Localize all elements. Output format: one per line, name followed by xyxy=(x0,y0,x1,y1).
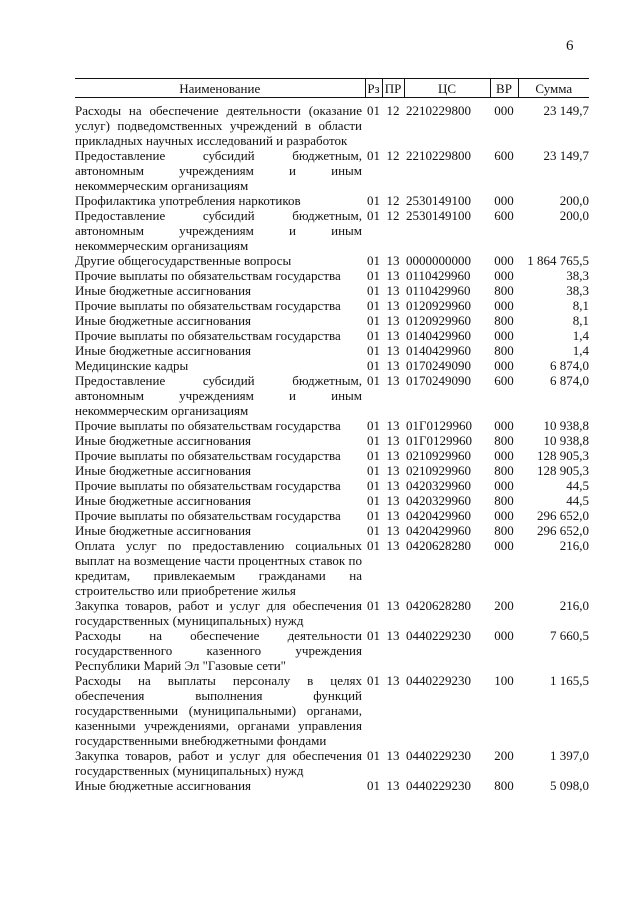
cell-pr: 13 xyxy=(386,298,400,313)
cell-cs: 2210229800 xyxy=(406,148,471,163)
table-row xyxy=(75,313,589,328)
cell-rz: 01 xyxy=(367,358,380,373)
table-row xyxy=(75,748,589,778)
cell-rz: 01 xyxy=(367,103,380,118)
cell-vr: 000 xyxy=(494,358,514,373)
table-body xyxy=(75,98,589,794)
cell-vr: 000 xyxy=(494,103,514,118)
cell-vr: 800 xyxy=(494,433,514,448)
table-row xyxy=(75,298,589,313)
cell-sum: 1 165,5 xyxy=(550,673,589,688)
table-row xyxy=(75,673,589,748)
cell-name: Другие общегосударственные вопросы xyxy=(75,253,292,268)
cell-cs: 0440229230 xyxy=(406,628,471,643)
table-row xyxy=(75,493,589,508)
cell-cs: 0140429960 xyxy=(406,328,471,343)
cell-sum: 38,3 xyxy=(566,268,589,283)
cell-vr: 100 xyxy=(494,673,514,688)
cell-pr: 13 xyxy=(386,598,400,613)
cell-cs: 0440229230 xyxy=(406,748,471,763)
cell-rz: 01 xyxy=(367,193,380,208)
cell-sum: 6 874,0 xyxy=(550,358,589,373)
cell-rz: 01 xyxy=(367,463,380,478)
cell-cs: 0420628280 xyxy=(406,538,471,553)
table-row xyxy=(75,508,589,523)
cell-name: Предоставление субсидий бюджетным, автономным учреждениям и иным некоммерческим организациям xyxy=(75,208,362,253)
cell-cs: 0420628280 xyxy=(406,598,471,613)
cell-rz: 01 xyxy=(367,523,380,538)
cell-pr: 13 xyxy=(386,343,400,358)
cell-vr: 200 xyxy=(494,598,514,613)
cell-sum: 8,1 xyxy=(572,298,589,313)
cell-pr: 13 xyxy=(386,358,400,373)
cell-cs: 01Г0129960 xyxy=(406,418,473,433)
header-vr: ВР xyxy=(490,79,518,98)
cell-pr: 12 xyxy=(386,103,400,118)
cell-rz: 01 xyxy=(367,208,380,223)
cell-pr: 13 xyxy=(386,448,400,463)
cell-sum: 23 149,7 xyxy=(543,148,589,163)
cell-rz: 01 xyxy=(367,148,380,163)
cell-name: Прочие выплаты по обязательствам государства xyxy=(75,478,341,493)
cell-vr: 800 xyxy=(494,283,514,298)
cell-name: Иные бюджетные ассигнования xyxy=(75,343,252,358)
cell-sum: 128 905,3 xyxy=(537,463,589,478)
cell-pr: 13 xyxy=(386,493,400,508)
cell-cs: 2210229800 xyxy=(406,103,471,118)
cell-sum: 296 652,0 xyxy=(537,508,589,523)
cell-cs: 0210929960 xyxy=(406,463,471,478)
cell-rz: 01 xyxy=(367,598,380,613)
header-name: Наименование xyxy=(75,79,365,98)
cell-rz: 01 xyxy=(367,328,380,343)
cell-vr: 800 xyxy=(494,343,514,358)
table-row xyxy=(75,268,589,283)
cell-rz: 01 xyxy=(367,493,380,508)
table-row xyxy=(75,778,589,793)
table-row xyxy=(75,358,589,373)
cell-pr: 13 xyxy=(386,508,400,523)
table-row xyxy=(75,373,589,418)
cell-sum: 7 660,5 xyxy=(550,628,589,643)
cell-cs: 2530149100 xyxy=(406,193,471,208)
cell-pr: 13 xyxy=(386,478,400,493)
table-row xyxy=(75,523,589,538)
cell-pr: 13 xyxy=(386,328,400,343)
cell-cs: 0120929960 xyxy=(406,298,471,313)
cell-pr: 13 xyxy=(386,628,400,643)
cell-sum: 1 864 765,5 xyxy=(527,253,589,268)
cell-rz: 01 xyxy=(367,268,380,283)
cell-pr: 13 xyxy=(386,433,400,448)
cell-sum: 38,3 xyxy=(566,283,589,298)
cell-pr: 13 xyxy=(386,673,400,688)
cell-sum: 1,4 xyxy=(572,328,589,343)
cell-name: Иные бюджетные ассигнования xyxy=(75,313,252,328)
cell-pr: 12 xyxy=(386,148,400,163)
table-row xyxy=(75,628,589,673)
cell-name: Расходы на обеспечение деятельности государственного казенного учреждения Республики Марий Эл "Газовые сети" xyxy=(75,628,362,673)
cell-cs: 0110429960 xyxy=(406,268,471,283)
cell-rz: 01 xyxy=(367,448,380,463)
cell-sum: 216,0 xyxy=(559,538,589,553)
cell-sum: 296 652,0 xyxy=(537,523,589,538)
cell-name: Закупка товаров, работ и услуг для обеспечения государственных (муниципальных) нужд xyxy=(75,748,362,778)
cell-rz: 01 xyxy=(367,478,380,493)
cell-sum: 44,5 xyxy=(566,493,589,508)
cell-pr: 13 xyxy=(386,523,400,538)
cell-rz: 01 xyxy=(367,673,380,688)
cell-pr: 13 xyxy=(386,778,400,793)
table-row xyxy=(75,193,589,208)
cell-name: Оплата услуг по предоставлению социальных выплат на возмещение части процентных ставок по кредитам, привлекаемым гражданами на строительство или приобретение жилья xyxy=(75,538,362,598)
cell-sum: 23 149,7 xyxy=(543,103,589,118)
cell-pr: 13 xyxy=(386,268,400,283)
cell-sum: 8,1 xyxy=(572,313,589,328)
table-row xyxy=(75,343,589,358)
cell-pr: 13 xyxy=(386,253,400,268)
cell-rz: 01 xyxy=(367,748,380,763)
cell-vr: 800 xyxy=(494,463,514,478)
cell-name: Закупка товаров, работ и услуг для обеспечения государственных (муниципальных) нужд xyxy=(75,598,362,628)
cell-rz: 01 xyxy=(367,283,380,298)
cell-vr: 000 xyxy=(494,628,514,643)
cell-vr: 600 xyxy=(494,148,514,163)
cell-pr: 13 xyxy=(386,283,400,298)
cell-vr: 200 xyxy=(494,748,514,763)
cell-rz: 01 xyxy=(367,343,380,358)
cell-cs: 0110429960 xyxy=(406,283,471,298)
cell-name: Прочие выплаты по обязательствам государства xyxy=(75,418,341,433)
cell-vr: 000 xyxy=(494,193,514,208)
cell-name: Предоставление субсидий бюджетным, автономным учреждениям и иным некоммерческим организациям xyxy=(75,148,362,193)
cell-name: Иные бюджетные ассигнования xyxy=(75,778,252,793)
cell-cs: 0420329960 xyxy=(406,478,471,493)
cell-name: Расходы на обеспечение деятельности (оказание услуг) подведомственных учреждений в области прикладных научных исследований и разработок xyxy=(75,103,362,148)
cell-vr: 000 xyxy=(494,448,514,463)
cell-pr: 12 xyxy=(386,193,400,208)
cell-cs: 0210929960 xyxy=(406,448,471,463)
cell-vr: 000 xyxy=(494,538,514,553)
cell-pr: 13 xyxy=(386,313,400,328)
cell-vr: 800 xyxy=(494,493,514,508)
cell-vr: 000 xyxy=(494,418,514,433)
header-sum: Сумма xyxy=(518,79,589,98)
cell-cs: 2530149100 xyxy=(406,208,471,223)
cell-vr: 000 xyxy=(494,268,514,283)
table-row xyxy=(75,283,589,298)
cell-cs: 0170249090 xyxy=(406,373,471,388)
cell-sum: 1 397,0 xyxy=(550,748,589,763)
cell-rz: 01 xyxy=(367,508,380,523)
cell-vr: 000 xyxy=(494,253,514,268)
budget-table xyxy=(75,78,589,793)
cell-sum: 1,4 xyxy=(572,343,589,358)
header-rz: Рз xyxy=(365,79,382,98)
table-row xyxy=(75,253,589,268)
cell-vr: 600 xyxy=(494,208,514,223)
table-header-row xyxy=(75,79,589,98)
cell-pr: 13 xyxy=(386,463,400,478)
cell-rz: 01 xyxy=(367,433,380,448)
table-row xyxy=(75,98,589,149)
table-row xyxy=(75,598,589,628)
cell-rz: 01 xyxy=(367,418,380,433)
cell-pr: 13 xyxy=(386,748,400,763)
cell-vr: 000 xyxy=(494,298,514,313)
cell-cs: 0170249090 xyxy=(406,358,471,373)
cell-vr: 800 xyxy=(494,523,514,538)
header-pr: ПР xyxy=(382,79,404,98)
cell-vr: 800 xyxy=(494,313,514,328)
cell-name: Прочие выплаты по обязательствам государства xyxy=(75,448,341,463)
cell-sum: 216,0 xyxy=(559,598,589,613)
cell-rz: 01 xyxy=(367,778,380,793)
table-row xyxy=(75,418,589,433)
cell-rz: 01 xyxy=(367,538,380,553)
cell-name: Расходы на выплаты персоналу в целях обеспечения выполнения функций государственными (муниципальными) органами, казенными учреждениями, органами управления государственными внебюджетными фондами xyxy=(75,673,362,748)
cell-vr: 600 xyxy=(494,373,514,388)
table-row xyxy=(75,148,589,193)
cell-name: Иные бюджетные ассигнования xyxy=(75,493,252,508)
cell-pr: 13 xyxy=(386,538,400,553)
cell-cs: 0440229230 xyxy=(406,673,471,688)
cell-sum: 200,0 xyxy=(559,193,589,208)
cell-name: Иные бюджетные ассигнования xyxy=(75,463,252,478)
cell-name: Профилактика употребления наркотиков xyxy=(75,193,301,208)
cell-cs: 0440229230 xyxy=(406,778,471,793)
cell-cs: 0140429960 xyxy=(406,343,471,358)
cell-vr: 800 xyxy=(494,778,514,793)
cell-pr: 13 xyxy=(386,418,400,433)
cell-sum: 200,0 xyxy=(559,208,589,223)
cell-sum: 10 938,8 xyxy=(543,418,589,433)
cell-rz: 01 xyxy=(367,313,380,328)
cell-sum: 10 938,8 xyxy=(543,433,589,448)
table-row xyxy=(75,328,589,343)
cell-name: Иные бюджетные ассигнования xyxy=(75,283,252,298)
cell-pr: 12 xyxy=(386,208,400,223)
cell-name: Прочие выплаты по обязательствам государства xyxy=(75,268,341,283)
cell-cs: 0000000000 xyxy=(406,253,471,268)
cell-vr: 000 xyxy=(494,478,514,493)
cell-rz: 01 xyxy=(367,373,380,388)
table-row xyxy=(75,538,589,598)
cell-rz: 01 xyxy=(367,298,380,313)
header-cs: ЦС xyxy=(404,79,490,98)
cell-name: Иные бюджетные ассигнования xyxy=(75,523,252,538)
cell-pr: 13 xyxy=(386,373,400,388)
cell-sum: 128 905,3 xyxy=(537,448,589,463)
cell-cs: 0420429960 xyxy=(406,523,471,538)
table-row xyxy=(75,463,589,478)
cell-rz: 01 xyxy=(367,628,380,643)
cell-name: Прочие выплаты по обязательствам государства xyxy=(75,298,341,313)
cell-name: Прочие выплаты по обязательствам государства xyxy=(75,508,341,523)
cell-cs: 0120929960 xyxy=(406,313,471,328)
table-row xyxy=(75,208,589,253)
table-row xyxy=(75,478,589,493)
cell-name: Предоставление субсидий бюджетным, автономным учреждениям и иным некоммерческим организациям xyxy=(75,373,362,418)
table-row xyxy=(75,448,589,463)
cell-vr: 000 xyxy=(494,508,514,523)
cell-name: Медицинские кадры xyxy=(75,358,189,373)
cell-sum: 6 874,0 xyxy=(550,373,589,388)
cell-name: Прочие выплаты по обязательствам государства xyxy=(75,328,341,343)
cell-sum: 5 098,0 xyxy=(550,778,589,793)
cell-cs: 01Г0129960 xyxy=(406,433,473,448)
cell-vr: 000 xyxy=(494,328,514,343)
table-row xyxy=(75,433,589,448)
cell-rz: 01 xyxy=(367,253,380,268)
cell-sum: 44,5 xyxy=(566,478,589,493)
cell-cs: 0420329960 xyxy=(406,493,471,508)
cell-name: Иные бюджетные ассигнования xyxy=(75,433,252,448)
cell-cs: 0420429960 xyxy=(406,508,471,523)
page-number: 6 xyxy=(566,38,574,54)
